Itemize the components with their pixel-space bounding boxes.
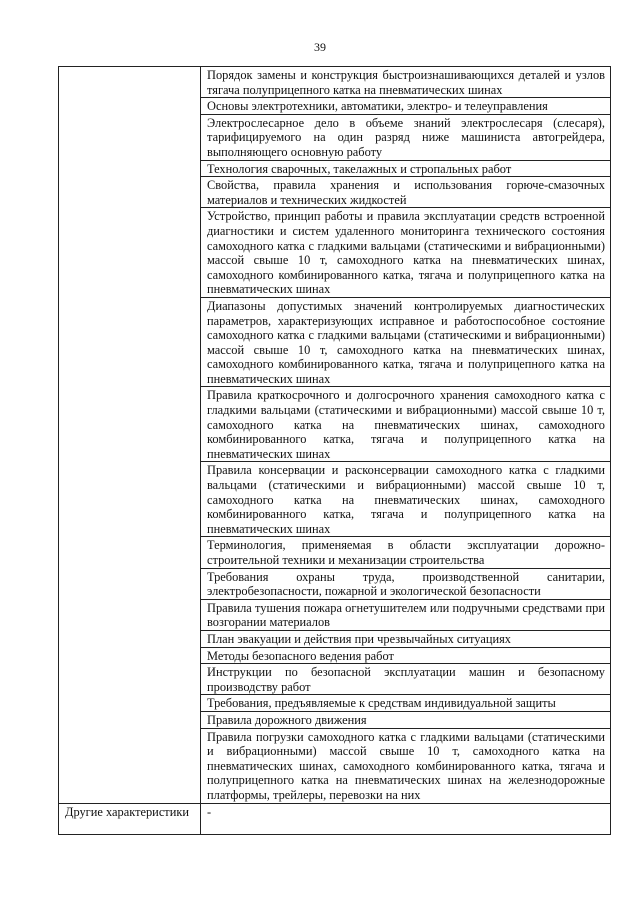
other-characteristics-label-cell — [59, 803, 201, 834]
page-number: 39 — [314, 40, 326, 54]
knowledge-row — [59, 67, 611, 804]
other-characteristics-label: Другие характеристики — [65, 804, 190, 819]
knowledge-item: Требования, предъявляемые к средствам индивидуальной защиты — [201, 695, 610, 712]
knowledge-item: План эвакуации и действия при чрезвычайных ситуациях — [201, 631, 610, 648]
knowledge-item: Правила погрузки самоходного катка с гладкими вальцами (статическими и вибрационными) массой свыше 10 т, самоходного катка на пневматических шинах, самоходного комбинированного катка, тягача и полуприцепного катка на пневматических шинах на железнодорожные платформы, трейлеры, перевозки на них — [207, 729, 605, 802]
knowledge-items-cell — [201, 67, 611, 804]
knowledge-label-cell — [59, 67, 201, 804]
requirements-table — [58, 66, 611, 835]
knowledge-item: Терминология, применяемая в области эксплуатации дорожно-строительной техники и механизации строительства — [201, 537, 610, 568]
knowledge-item: Электрослесарное дело в объеме знаний электрослесаря (слесаря), тарифицируемого на один разряд ниже машиниста автогрейдера, выполняющего основную работу — [201, 115, 610, 161]
knowledge-item: Диапазоны допустимых значений контролируемых диагностических параметров, характеризующих исправное и работоспособное состояние самоходного катка с гладкими вальцами (статическими и вибрационными) массой свыше 10 т, самоходного катка на пневматических шинах, самоходного комбинированного катка, тягача и полуприцепного катка на пневматических шинах — [201, 298, 610, 388]
other-characteristics-value: - — [207, 804, 212, 819]
knowledge-item: Правила консервации и расконсервации самоходного катка с гладкими вальцами (статическими и вибрационными) массой свыше 10 т, самоходного катка на пневматических шинах, самоходного комбинированного катка, тягача и полуприцепного катка на пневматических шинах — [201, 462, 610, 537]
knowledge-item: Технология сварочных, такелажных и стропальных работ — [201, 161, 610, 178]
knowledge-item: Требования охраны труда, производственной санитарии, электробезопасности, пожарной и экологической безопасности — [201, 569, 610, 600]
knowledge-item: Свойства, правила хранения и использования горюче-смазочных материалов и технических жидкостей — [201, 177, 610, 208]
knowledge-item: Порядок замены и конструкция быстроизнашивающихся деталей и узлов тягача полуприцепного катка на пневматических шинах — [201, 67, 610, 98]
knowledge-item: Методы безопасного ведения работ — [201, 648, 610, 665]
other-characteristics-row — [59, 803, 611, 834]
knowledge-item: Правила краткосрочного и долгосрочного хранения самоходного катка с гладкими вальцами (статическими и вибрационными) массой свыше 10 т, самоходного катка на пневматических шинах, самоходного комбинированного катка, тягача и полуприцепного катка на пневматических шинах — [201, 387, 610, 462]
knowledge-item: Инструкции по безопасной эксплуатации машин и безопасному производству работ — [201, 664, 610, 695]
knowledge-item: Правила тушения пожара огнетушителем или подручными средствами при возгорании материалов — [201, 600, 610, 631]
knowledge-item: Правила дорожного движения — [201, 712, 610, 729]
other-characteristics-value-cell — [201, 803, 611, 834]
knowledge-item: Устройство, принцип работы и правила эксплуатации средств встроенной диагностики и систем удаленного мониторинга технического состояния самоходного катка с гладкими вальцами (статическими и вибрационными) массой свыше 10 т, самоходного катка на пневматических шинах, самоходного комбинированного катка, тягача и полуприцепного катка на пневматических шинах — [201, 208, 610, 298]
knowledge-item: Основы электротехники, автоматики, электро- и телеуправления — [201, 98, 610, 115]
